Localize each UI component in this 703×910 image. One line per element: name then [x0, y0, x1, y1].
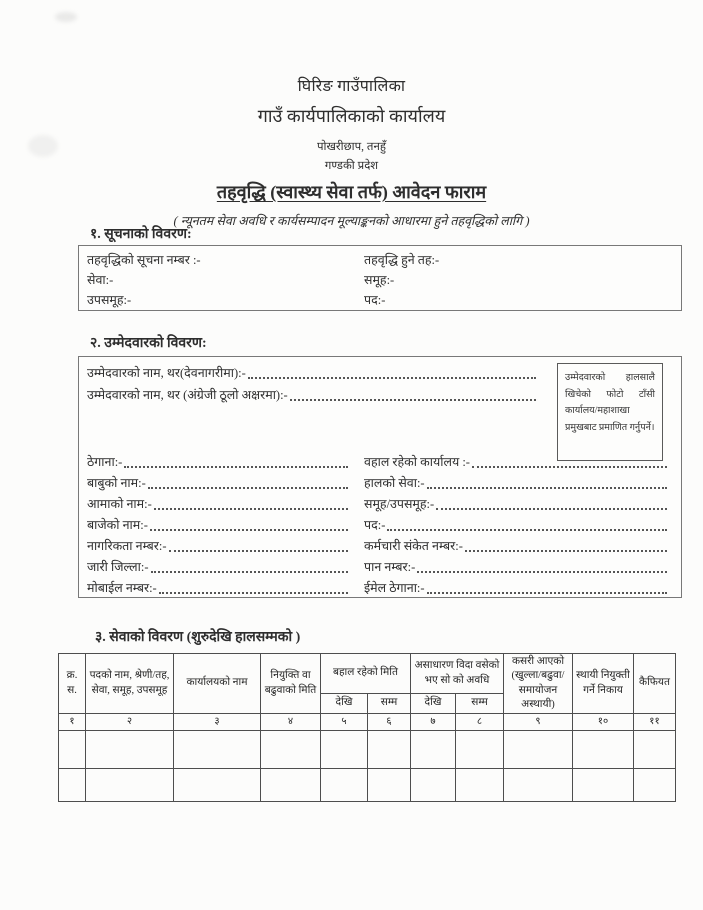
field-service: सेवा:-	[87, 273, 114, 287]
field-post: पद:-	[364, 293, 386, 307]
field-group: समूह:-	[364, 273, 395, 287]
table-cell-empty	[321, 769, 368, 802]
table-cell-empty	[86, 769, 174, 802]
table-cell-empty	[321, 731, 368, 769]
column-number: ४	[261, 714, 321, 731]
dotted-line	[436, 508, 667, 510]
dotted-line	[465, 550, 667, 552]
table-cell-empty	[368, 769, 411, 802]
column-number: ८	[456, 714, 504, 731]
table-cell-empty	[59, 769, 86, 802]
section1-box	[78, 245, 682, 311]
province-name: गण्डकी प्रदेश	[324, 160, 379, 172]
table-cell-empty	[86, 731, 174, 769]
table-cell-empty	[368, 731, 411, 769]
scan-smudge	[55, 12, 77, 22]
field-current-service: हालको सेवा:-	[364, 476, 425, 490]
column-number: २	[86, 714, 174, 731]
field-current-office: वहाल रहेको कार्यालय :-	[364, 455, 470, 469]
dotted-line	[427, 592, 667, 594]
table-cell-empty	[59, 731, 86, 769]
field-name-devanagari: उम्मेदवारको नाम, थर(देवनागरीमा):-	[87, 366, 246, 380]
field-grandfather-name: बाजेको नाम:-	[87, 518, 148, 532]
col-header-appointment-date: नियुक्ति वा बढुवाको मिति	[261, 654, 321, 714]
col-header-office-name: कार्यालयको नाम	[174, 654, 261, 714]
field-email-address: ईमेल ठेगाना:-	[364, 581, 425, 595]
field-address: ठेगाना:-	[87, 455, 123, 469]
column-number: ३	[174, 714, 261, 731]
column-number: ६	[368, 714, 411, 731]
field-issuing-district: जारी जिल्ला:-	[87, 560, 149, 574]
table-cell-empty	[573, 769, 634, 802]
column-number: १०	[573, 714, 634, 731]
table-cell-empty	[411, 731, 456, 769]
field-subgroup: उपसमूह:-	[87, 293, 132, 307]
table-cell-empty	[504, 731, 573, 769]
dotted-line	[387, 529, 667, 531]
col-header-how-appointed: कसरी आएको (खुल्ला/बढुवा/ समायोजन अस्थायी)	[504, 654, 573, 714]
field-father-name: बाबुको नाम:-	[87, 476, 146, 490]
dotted-line	[248, 377, 536, 379]
table-cell-empty	[261, 769, 321, 802]
office-name: गाउँ कार्यपालिकाको कार्यालय	[257, 106, 446, 126]
office-address: पोखरीछाप, तनहुँ	[317, 141, 386, 153]
service-details-table	[58, 653, 676, 802]
column-number: ५	[321, 714, 368, 731]
section2-box	[78, 356, 682, 598]
col-header-post-details: पदको नाम, श्रेणी/तह, सेवा, समूह, उपसमूह	[86, 654, 174, 714]
col-header-incumbency-date: बहाल रहेको मिति	[321, 654, 411, 694]
form-subtitle: ( न्यूनतम सेवा अवधि र कार्यसम्पादन मूल्याङ्कनको आधारमा हुने तहवृद्धिको लागि )	[173, 214, 530, 228]
column-number: ९	[504, 714, 573, 731]
subheader-from: देखि	[321, 694, 368, 714]
table-cell-empty	[634, 769, 676, 802]
table-cell-empty	[411, 769, 456, 802]
col-header-remarks: कैफियत	[634, 654, 676, 714]
table-cell-empty	[456, 731, 504, 769]
field-notice-number: तहवृद्धिको सूचना नम्बर :-	[87, 253, 201, 267]
municipality-name: घिरिङ गाउँपालिका	[297, 78, 406, 95]
field-current-post: पद:-	[364, 518, 386, 532]
section1-heading: १. सूचनाको विवरण:	[90, 227, 192, 242]
table-cell-empty	[174, 769, 261, 802]
column-number: ११	[634, 714, 676, 731]
photo-instruction-box: उम्मेदवारको हालसालै खिचेको फोटो टाँसी कार्यालय/महाशाखा प्रमुखबाट प्रमाणित गर्नुपर्ने।	[557, 363, 663, 461]
table-cell-empty	[573, 731, 634, 769]
letterhead	[0, 74, 703, 229]
field-name-english: उम्मेदवारको नाम, थर (अंग्रेजी ठूलो अक्षरमा):-	[87, 388, 288, 402]
field-mobile-number: मोबाईल नम्बर:-	[87, 581, 157, 595]
table-cell-empty	[504, 769, 573, 802]
table-cell-empty	[261, 731, 321, 769]
field-mother-name: आमाको नाम:-	[87, 497, 152, 511]
section2-heading: २. उम्मेदवारको विवरण:	[90, 336, 207, 351]
subheader-from: देखि	[411, 694, 456, 714]
subheader-to: सम्म	[456, 694, 504, 714]
dotted-line	[150, 529, 348, 531]
col-header-serial-number: क्र. स.	[59, 654, 86, 714]
dotted-line	[417, 571, 667, 573]
dotted-line	[427, 487, 667, 489]
field-promotion-level: तहवृद्धि हुने तह:-	[364, 253, 440, 267]
field-group-subgroup: समूह/उपसमूह:-	[364, 497, 435, 511]
col-header-extraordinary-leave: असाधारण विदा वसेको भए सो को अवधि	[411, 654, 504, 694]
field-pan-number: पान नम्बर:-	[364, 560, 416, 574]
field-citizenship-number: नागरिकता नम्बर:-	[87, 539, 167, 553]
table-cell-empty	[174, 731, 261, 769]
dotted-line	[124, 466, 348, 468]
dotted-line	[154, 508, 348, 510]
dotted-line	[148, 487, 348, 489]
form-title: तहवृद्धि (स्वास्थ्य सेवा तर्फ) आवेदन फाराम	[216, 182, 487, 202]
column-number: १	[59, 714, 86, 731]
column-number: ७	[411, 714, 456, 731]
dotted-line	[169, 550, 348, 552]
col-header-permanent-authority: स्थायी नियुक्ती गर्ने निकाय	[573, 654, 634, 714]
section3-heading: ३. सेवाको विवरण (शुरुदेखि हालसम्मको )	[95, 630, 301, 645]
dotted-line	[290, 399, 536, 401]
dotted-line	[472, 466, 667, 468]
table-cell-empty	[634, 731, 676, 769]
dotted-line	[151, 571, 349, 573]
dotted-line	[159, 592, 348, 594]
field-employee-code: कर्मचारी संकेत नम्बर:-	[364, 539, 463, 553]
table-cell-empty	[456, 769, 504, 802]
subheader-to: सम्म	[368, 694, 411, 714]
